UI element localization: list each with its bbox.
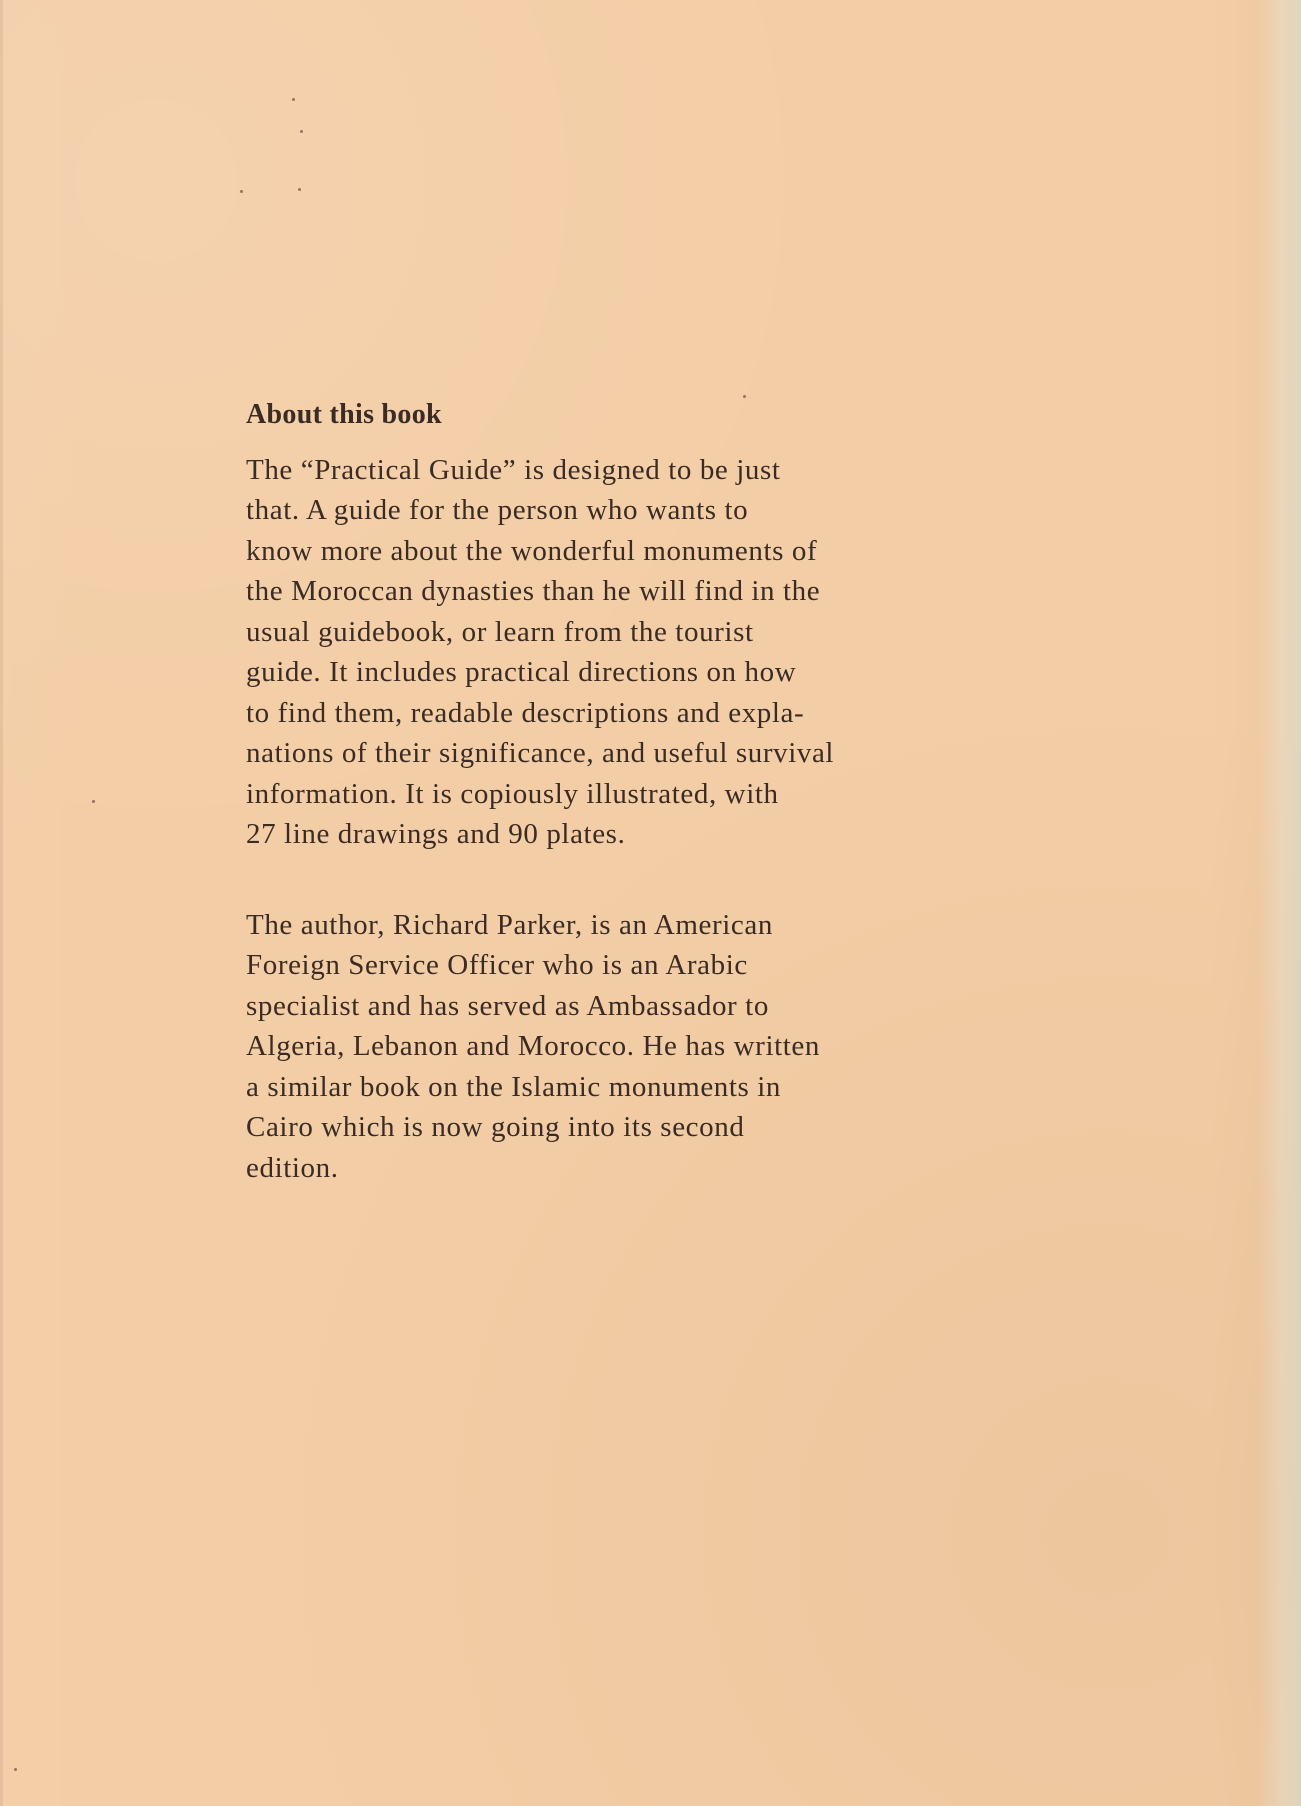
paragraph-line: know more about the wonderful monuments of (246, 534, 818, 567)
paragraph-line: specialist and has served as Ambassador to (246, 989, 769, 1022)
paper-speck (240, 190, 243, 193)
right-page-edge (1257, 0, 1301, 1806)
paragraph-line: a similar book on the Islamic monuments in (246, 1070, 782, 1103)
paper-speck (298, 188, 301, 191)
book-summary-paragraph (246, 450, 986, 855)
paper-speck (300, 130, 303, 133)
paragraph-line: guide. It includes practical directions on how (246, 656, 797, 689)
paragraph-line: to find them, readable descriptions and expla- (246, 696, 805, 729)
paper-speck (292, 98, 295, 101)
paragraph-line: nations of their significance, and useful survival (246, 737, 835, 770)
paper-speck (14, 1768, 17, 1771)
book-description (246, 398, 986, 1188)
paragraph-line: Cairo which is now going into its second (246, 1111, 745, 1144)
paragraph-line: The “Practical Guide” is designed to be just (246, 453, 781, 486)
paragraph-line: 27 line drawings and 90 plates. (246, 818, 626, 851)
paragraph-line: edition. (246, 1151, 339, 1184)
paragraph-line: The author, Richard Parker, is an American (246, 908, 773, 941)
paragraph-line: that. A guide for the person who wants to (246, 494, 749, 527)
left-page-edge (0, 0, 3, 1806)
paragraph-line: usual guidebook, or learn from the tourist (246, 615, 754, 648)
paragraph-line: Foreign Service Officer who is an Arabic (246, 949, 748, 982)
paper-speck (92, 800, 95, 803)
about-book-heading: About this book (246, 399, 442, 430)
paragraph-line: the Moroccan dynasties than he will find in the (246, 575, 821, 608)
paragraph-line: information. It is copiously illustrated, with (246, 777, 779, 810)
paragraph-line: Algeria, Lebanon and Morocco. He has written (246, 1030, 820, 1063)
author-bio-paragraph (246, 905, 986, 1189)
